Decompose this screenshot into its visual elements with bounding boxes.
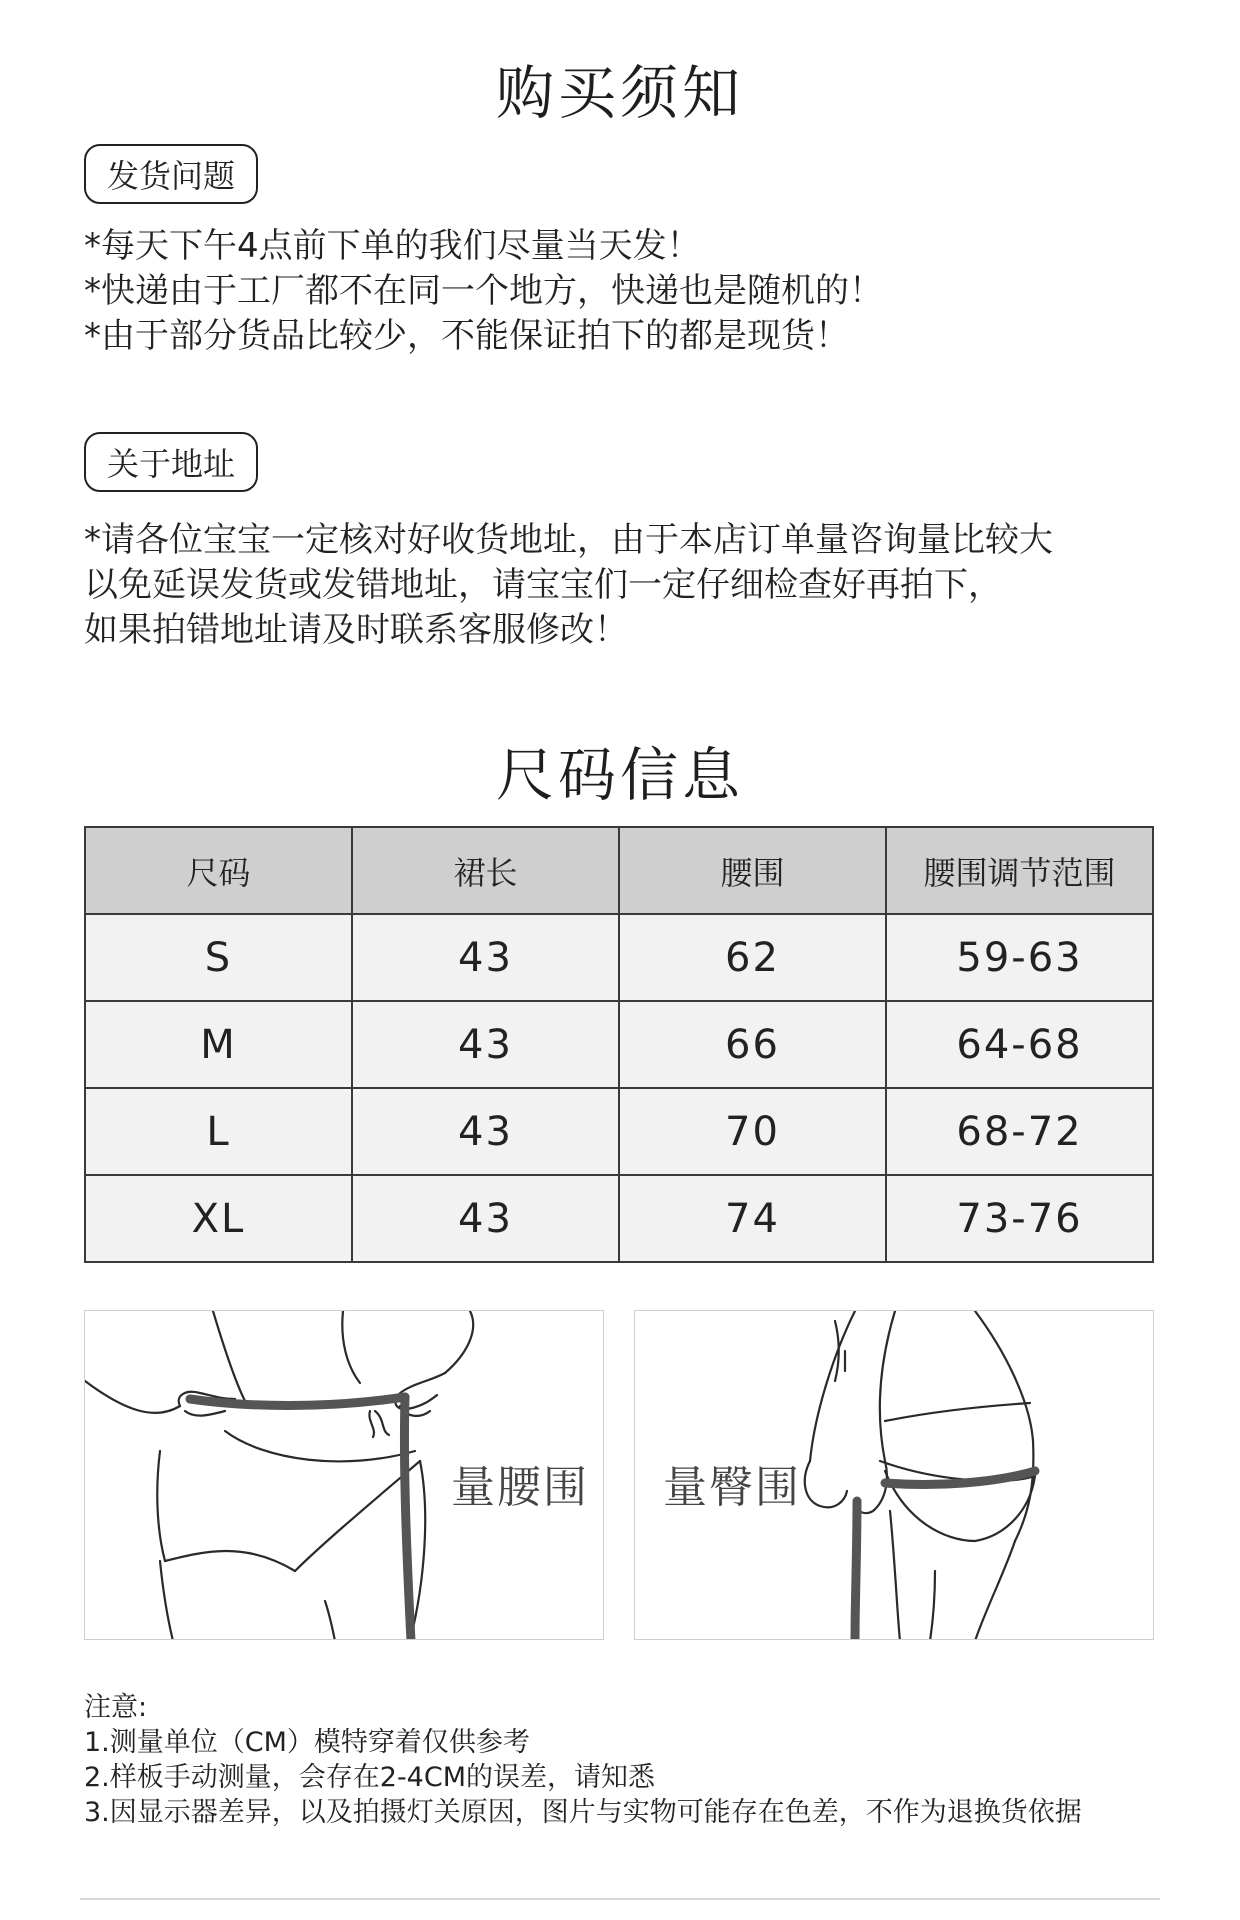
table-row: [85, 1175, 1153, 1262]
waist-measure-label: 量腰围: [451, 1462, 589, 1513]
cell-waist-range: 73-76: [886, 1175, 1153, 1262]
cell-skirt-length: 43: [352, 914, 619, 1001]
address-notes: [84, 518, 1184, 653]
note-item: 3.因显示器差异，以及拍摄灯关原因，图片与实物可能存在色差，不作为退换货依据: [84, 1797, 1082, 1828]
shipping-line: *每天下午4点前下单的我们尽量当天发！: [84, 226, 701, 266]
shipping-notes: [84, 224, 1184, 359]
hip-measure-illustration: [634, 1310, 1154, 1640]
cell-waist-range: 68-72: [886, 1088, 1153, 1175]
table-row: [85, 1001, 1153, 1088]
hip-measure-label: 量臀围: [663, 1462, 801, 1513]
header-size: 尺码: [85, 827, 352, 914]
cell-waist: 62: [619, 914, 886, 1001]
waist-measure-illustration: [84, 1310, 604, 1640]
header-waist: 腰围: [619, 827, 886, 914]
shipping-line: *快递由于工厂都不在同一个地方，快递也是随机的！: [84, 271, 883, 311]
cell-size: M: [85, 1001, 352, 1088]
shipping-line: *由于部分货品比较少，不能保证拍下的都是现货！: [84, 316, 849, 356]
address-line: 如果拍错地址请及时联系客服修改！: [84, 610, 628, 650]
cell-waist: 70: [619, 1088, 886, 1175]
cell-size: XL: [85, 1175, 352, 1262]
header-skirt-length: 裙长: [352, 827, 619, 914]
cell-size: S: [85, 914, 352, 1001]
purchase-notice-title: 购买须知: [495, 59, 744, 127]
cell-skirt-length: 43: [352, 1088, 619, 1175]
notes-section: [84, 1690, 1184, 1830]
cell-size: L: [85, 1088, 352, 1175]
address-tag: 关于地址: [84, 432, 258, 492]
table-row: [85, 914, 1153, 1001]
shipping-tag: 发货问题: [84, 144, 258, 204]
address-line: *请各位宝宝一定核对好收货地址，由于本店订单量咨询量比较大: [84, 520, 1053, 560]
notes-heading: 注意:: [84, 1692, 148, 1723]
note-item: 1.测量单位（CM）模特穿着仅供参考: [84, 1727, 530, 1758]
cell-waist-range: 59-63: [886, 914, 1153, 1001]
note-item: 2.样板手动测量，会存在2-4CM的误差，请知悉: [84, 1762, 656, 1793]
cell-skirt-length: 43: [352, 1175, 619, 1262]
cell-skirt-length: 43: [352, 1001, 619, 1088]
bottom-divider: [80, 1898, 1160, 1900]
size-table: [84, 826, 1154, 1263]
cell-waist-range: 64-68: [886, 1001, 1153, 1088]
size-info-title: 尺码信息: [495, 741, 744, 809]
cell-waist: 74: [619, 1175, 886, 1262]
cell-waist: 66: [619, 1001, 886, 1088]
size-table-header-row: [85, 827, 1153, 914]
address-line: 以免延误发货或发错地址，请宝宝们一定仔细检查好再拍下，: [84, 565, 1002, 605]
header-waist-range: 腰围调节范围: [886, 827, 1153, 914]
table-row: [85, 1088, 1153, 1175]
